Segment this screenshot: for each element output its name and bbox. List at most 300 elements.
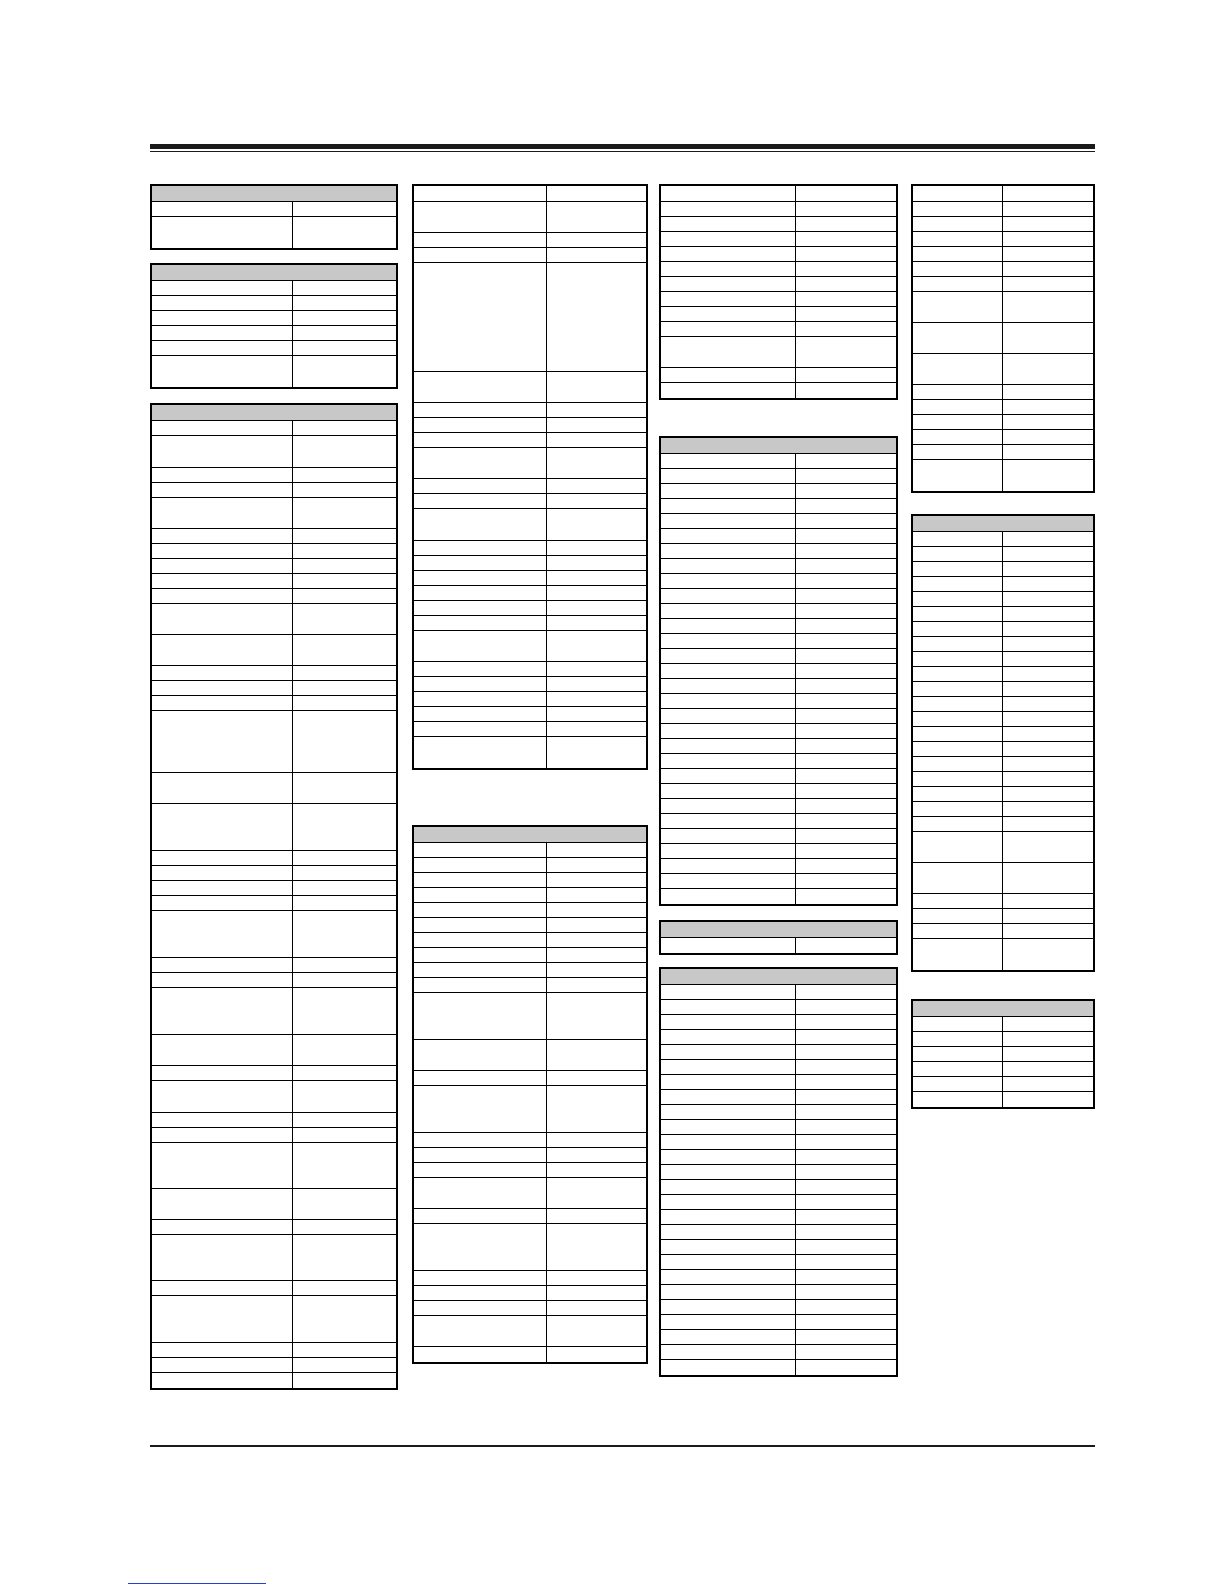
table-row (414, 1301, 646, 1316)
table-row (661, 814, 896, 829)
table-cell-value (796, 247, 896, 261)
table-cell-label (661, 247, 796, 261)
table-cell-label (152, 681, 293, 695)
bottom-rule (150, 1445, 1095, 1447)
table-row (152, 1296, 396, 1343)
table-row (913, 460, 1093, 491)
table-cell-label (661, 1330, 796, 1344)
table-cell-value (547, 993, 646, 1039)
table-cell-value (796, 1030, 896, 1044)
table-cell-value (547, 963, 646, 977)
table-cell-value (1003, 697, 1093, 711)
table-row (913, 622, 1093, 637)
table-row (414, 858, 646, 873)
table-cell-value (796, 544, 896, 558)
table-row (414, 903, 646, 918)
table-row (152, 281, 396, 296)
table-cell-label (661, 1000, 796, 1014)
table-row (913, 445, 1093, 460)
table-cell-label (152, 1066, 293, 1080)
table-cell-value (1003, 323, 1093, 353)
table-header (152, 186, 396, 202)
table-cell-value (796, 1015, 896, 1029)
table-cell-label (414, 1148, 547, 1162)
table-cell-label (414, 616, 547, 630)
table-row (913, 697, 1093, 712)
table-row (152, 1235, 396, 1281)
table-cell-label (414, 433, 547, 447)
table-cell-label (414, 631, 547, 661)
table-cell-value (796, 217, 896, 231)
table-cell-label (414, 403, 547, 417)
table-cell-label (152, 851, 293, 865)
table-cell-label (661, 217, 796, 231)
table-cell-label (913, 1092, 1003, 1107)
table-row (661, 1315, 896, 1330)
table-cell-value (796, 469, 896, 483)
table-cell-label (661, 469, 796, 483)
table-cell-value (547, 433, 646, 447)
table-cell-value (796, 1255, 896, 1269)
table-cell-label (661, 889, 796, 904)
table-cell-value (293, 1081, 396, 1112)
table-cell-value (1003, 909, 1093, 923)
table-row (414, 586, 646, 601)
table-cell-label (152, 911, 293, 957)
table-cell-value (547, 918, 646, 932)
table-row (414, 494, 646, 509)
table-cell-label (152, 958, 293, 972)
table-cell-value (547, 248, 646, 262)
table-cell-label (661, 799, 796, 813)
table-row (913, 924, 1093, 939)
table-cell-value (293, 696, 396, 710)
table-cell-label (661, 529, 796, 543)
table-cell-value (1003, 863, 1093, 893)
table-cell-value (547, 263, 646, 371)
table-cell-label (913, 607, 1003, 621)
table-cell-value (547, 903, 646, 917)
table-cell-value (796, 292, 896, 306)
table-row (661, 484, 896, 499)
table-row (661, 769, 896, 784)
table-cell-label (414, 858, 547, 872)
table-row (414, 433, 646, 448)
table-row (913, 832, 1093, 863)
table-cell-value (293, 1358, 396, 1372)
table-cell-label (414, 556, 547, 570)
table-cell-value (547, 186, 646, 201)
table-cell-value (547, 1040, 646, 1070)
table-row (913, 186, 1093, 202)
table-cell-value (1003, 232, 1093, 246)
table-row (661, 368, 896, 383)
table-cell-value (293, 341, 396, 355)
table-cell-label (913, 894, 1003, 908)
table-cell-label (414, 963, 547, 977)
table-header (152, 265, 396, 281)
table-cell-label (152, 1128, 293, 1142)
table-cell-label (913, 727, 1003, 741)
table-cell-label (152, 529, 293, 543)
table-cell-value (796, 1135, 896, 1149)
table-cell-label (913, 1047, 1003, 1061)
table-row (661, 1210, 896, 1225)
table-cell-value (1003, 652, 1093, 666)
table-cell-label (152, 1235, 293, 1280)
table-cell-label (414, 692, 547, 706)
data-table-col4-t1 (911, 184, 1095, 493)
table-row (661, 1015, 896, 1030)
table-row (414, 403, 646, 418)
table-cell-label (661, 454, 796, 468)
table-row (414, 1178, 646, 1209)
table-header (661, 438, 896, 454)
table-cell-value (796, 202, 896, 216)
table-cell-label (913, 1077, 1003, 1091)
table-row (152, 711, 396, 773)
table-cell-label (661, 499, 796, 513)
table-cell-value (796, 784, 896, 798)
table-cell-label (414, 707, 547, 721)
table-row (913, 863, 1093, 894)
table-row (414, 571, 646, 586)
table-cell-value (1003, 1062, 1093, 1076)
table-cell-label (152, 1373, 293, 1388)
table-cell-label (661, 1180, 796, 1194)
table-row (913, 757, 1093, 772)
table-cell-value (1003, 1017, 1093, 1031)
table-cell-value (1003, 592, 1093, 606)
table-cell-value (1003, 292, 1093, 322)
table-row (152, 696, 396, 711)
table-cell-value (796, 1105, 896, 1119)
table-cell-label (414, 662, 547, 676)
table-row (661, 292, 896, 307)
table-cell-value (547, 601, 646, 615)
table-cell-label (913, 697, 1003, 711)
table-cell-value (796, 337, 896, 367)
table-row (661, 664, 896, 679)
table-row (661, 589, 896, 604)
table-cell-label (414, 1071, 547, 1085)
table-cell-label (661, 1030, 796, 1044)
table-cell-value (1003, 924, 1093, 938)
table-cell-label (152, 604, 293, 634)
table-row (152, 1373, 396, 1388)
table-cell-label (913, 460, 1003, 491)
table-row (414, 1271, 646, 1286)
table-row (152, 1220, 396, 1235)
table-cell-value (1003, 637, 1093, 651)
table-cell-label (913, 415, 1003, 429)
table-cell-label (414, 479, 547, 493)
table-row (661, 649, 896, 664)
table-cell-value (293, 217, 396, 248)
table-cell-label (661, 1090, 796, 1104)
table-cell-label (152, 281, 293, 295)
table-cell-label (152, 544, 293, 558)
table-cell-value (547, 448, 646, 478)
table-cell-label (661, 754, 796, 768)
table-row (913, 577, 1093, 592)
data-table-col4-t3 (911, 999, 1095, 1109)
table-row (661, 1345, 896, 1360)
table-cell-label (152, 356, 293, 387)
table-row (913, 400, 1093, 415)
table-cell-value (293, 1143, 396, 1188)
table-cell-label (414, 186, 547, 201)
table-cell-value (796, 1345, 896, 1359)
table-cell-value (547, 1209, 646, 1223)
table-header (661, 922, 896, 938)
table-cell-value (293, 421, 396, 435)
table-cell-value (1003, 832, 1093, 862)
table-row (661, 544, 896, 559)
table-cell-value (1003, 1092, 1093, 1107)
table-cell-label (913, 186, 1003, 201)
table-cell-value (293, 1343, 396, 1357)
table-cell-value (293, 296, 396, 310)
table-cell-value (547, 692, 646, 706)
table-row (661, 202, 896, 217)
table-row (414, 448, 646, 479)
table-cell-label (661, 337, 796, 367)
table-cell-value (293, 988, 396, 1034)
table-cell-label (152, 973, 293, 987)
table-cell-value (547, 571, 646, 585)
table-row (414, 933, 646, 948)
table-cell-label (661, 1120, 796, 1134)
table-cell-value (547, 858, 646, 872)
table-cell-value (1003, 202, 1093, 216)
table-cell-label (661, 383, 796, 398)
table-row (661, 829, 896, 844)
table-cell-value (796, 859, 896, 873)
table-cell-value (796, 529, 896, 543)
table-row (152, 468, 396, 483)
table-cell-label (913, 637, 1003, 651)
table-cell-label (661, 1135, 796, 1149)
table-cell-label (414, 494, 547, 508)
table-cell-label (913, 1032, 1003, 1046)
table-cell-value (1003, 712, 1093, 726)
table-cell-label (152, 574, 293, 588)
table-cell-label (152, 635, 293, 665)
table-cell-value (1003, 757, 1093, 771)
table-cell-value (796, 1195, 896, 1209)
table-cell-label (414, 737, 547, 768)
table-cell-label (913, 787, 1003, 801)
table-cell-value (796, 709, 896, 723)
table-cell-value (796, 1120, 896, 1134)
table-cell-value (796, 1090, 896, 1104)
table-cell-value (547, 586, 646, 600)
table-cell-label (152, 881, 293, 895)
table-row (661, 217, 896, 232)
table-cell-value (293, 468, 396, 482)
table-row (661, 619, 896, 634)
table-cell-value (293, 1220, 396, 1234)
table-row (913, 894, 1093, 909)
table-row (152, 896, 396, 911)
table-cell-label (661, 814, 796, 828)
table-cell-value (796, 1315, 896, 1329)
table-row (414, 479, 646, 494)
table-cell-label (152, 559, 293, 573)
table-row (913, 1017, 1093, 1032)
table-cell-label (661, 307, 796, 321)
table-cell-value (1003, 532, 1093, 546)
table-cell-value (796, 1210, 896, 1224)
table-cell-label (913, 247, 1003, 261)
table-cell-label (913, 292, 1003, 322)
table-cell-value (1003, 354, 1093, 384)
table-cell-value (796, 844, 896, 858)
table-cell-value (293, 866, 396, 880)
table-cell-value (796, 985, 896, 999)
table-cell-value (293, 666, 396, 680)
table-cell-label (152, 296, 293, 310)
table-row (661, 874, 896, 889)
table-row (414, 1209, 646, 1224)
table-row (414, 1316, 646, 1347)
table-cell-label (152, 421, 293, 435)
table-cell-label (414, 873, 547, 887)
table-cell-value (293, 483, 396, 497)
table-cell-value (293, 1128, 396, 1142)
table-cell-value (547, 1086, 646, 1132)
table-row (661, 574, 896, 589)
table-cell-label (661, 634, 796, 648)
table-row (913, 1062, 1093, 1077)
table-cell-label (913, 577, 1003, 591)
table-cell-label (414, 1286, 547, 1300)
table-cell-value (796, 1240, 896, 1254)
link-underline[interactable] (128, 1583, 266, 1584)
table-row (152, 311, 396, 326)
table-row (414, 888, 646, 903)
table-row (414, 1163, 646, 1178)
table-cell-label (661, 1150, 796, 1164)
table-cell-value (547, 372, 646, 402)
table-row (661, 383, 896, 398)
table-row (913, 1032, 1093, 1047)
table-row (913, 772, 1093, 787)
table-row (913, 652, 1093, 667)
table-cell-value (1003, 1032, 1093, 1046)
table-cell-value (547, 1178, 646, 1208)
table-row (913, 385, 1093, 400)
table-row (913, 562, 1093, 577)
table-cell-value (547, 403, 646, 417)
table-cell-label (152, 711, 293, 772)
table-row (661, 1165, 896, 1180)
table-row (414, 1148, 646, 1163)
table-row (661, 529, 896, 544)
table-cell-label (913, 742, 1003, 756)
table-cell-label (152, 696, 293, 710)
table-cell-value (796, 1300, 896, 1314)
table-cell-label (152, 1189, 293, 1219)
table-cell-value (796, 829, 896, 843)
table-cell-label (913, 924, 1003, 938)
table-cell-label (661, 1060, 796, 1074)
table-cell-label (414, 571, 547, 585)
table-cell-label (661, 1105, 796, 1119)
table-cell-label (913, 1062, 1003, 1076)
table-row (913, 247, 1093, 262)
table-cell-value (1003, 186, 1093, 201)
table-row (152, 1358, 396, 1373)
table-header (152, 405, 396, 421)
table-cell-value (547, 1347, 646, 1362)
table-cell-label (661, 1300, 796, 1314)
table-cell-label (661, 262, 796, 276)
table-cell-value (1003, 742, 1093, 756)
data-table-col3-t1 (659, 184, 898, 400)
data-table-col1-t3 (150, 403, 398, 1390)
table-cell-label (661, 232, 796, 246)
table-cell-label (414, 233, 547, 247)
table-cell-label (913, 832, 1003, 862)
table-cell-label (414, 933, 547, 947)
table-cell-label (913, 232, 1003, 246)
table-cell-label (661, 1255, 796, 1269)
table-row (661, 322, 896, 337)
table-cell-value (796, 649, 896, 663)
table-cell-value (1003, 622, 1093, 636)
table-row (913, 232, 1093, 247)
table-row (913, 682, 1093, 697)
table-cell-label (661, 1360, 796, 1375)
table-cell-label (661, 1225, 796, 1239)
table-row (661, 1225, 896, 1240)
table-row (661, 469, 896, 484)
table-cell-label (661, 202, 796, 216)
table-row (152, 1035, 396, 1066)
table-cell-value (293, 1113, 396, 1127)
table-cell-label (913, 400, 1003, 414)
table-row (661, 1000, 896, 1015)
table-row (661, 262, 896, 277)
table-cell-value (1003, 667, 1093, 681)
table-row (913, 547, 1093, 562)
table-row (414, 1133, 646, 1148)
table-row (414, 662, 646, 677)
table-cell-value (293, 1296, 396, 1342)
table-row (661, 514, 896, 529)
table-cell-label (661, 1045, 796, 1059)
table-cell-label (152, 896, 293, 910)
table-row (661, 1180, 896, 1195)
table-row (661, 1330, 896, 1345)
table-row (913, 607, 1093, 622)
table-cell-label (913, 592, 1003, 606)
table-cell-value (293, 589, 396, 603)
table-row (913, 909, 1093, 924)
table-cell-value (293, 1066, 396, 1080)
table-row (152, 911, 396, 958)
table-row (661, 739, 896, 754)
table-cell-value (1003, 385, 1093, 399)
table-cell-label (152, 1358, 293, 1372)
table-cell-value (293, 1235, 396, 1280)
table-cell-value (547, 948, 646, 962)
table-row (152, 529, 396, 544)
table-cell-value (547, 1286, 646, 1300)
table-row (152, 1143, 396, 1189)
